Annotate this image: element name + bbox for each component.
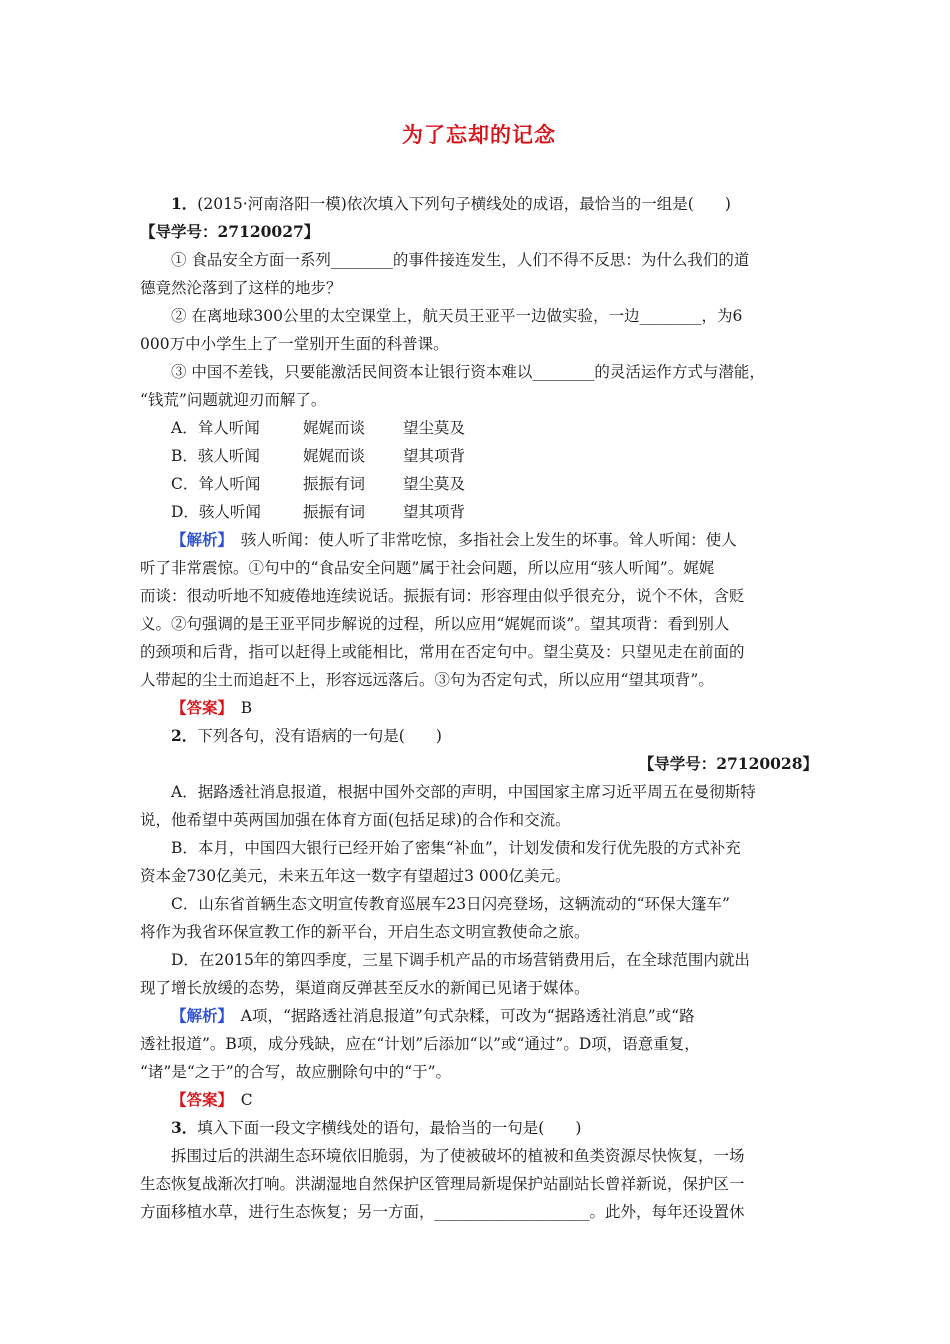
q1-stem: 1．(2015·河南洛阳一模)依次填入下列句子横线处的成语，最恰当的一组是( ) — [171, 194, 731, 213]
q3-passage-line: 拆围过后的洪湖生态环境依旧脆弱，为了使被破坏的植被和鱼类资源尽快恢复，一场 — [171, 1147, 745, 1165]
q1-sentence-2b: 000万中小学生上了一堂别开生面的科普课。 — [140, 335, 449, 353]
q3-stem: 3．填入下面一段文字横线处的语句，最恰当的一句是( ) — [171, 1118, 582, 1137]
q2-option-d-cont: 现了增长放缓的态势，渠道商反弹甚至反水的新闻已见诸于媒体。 — [140, 979, 590, 997]
q1-analysis-line: 人带起的尘土而追赶不上，形容远远落后。③句为否定句式，所以应用“望其项背”。 — [140, 671, 714, 689]
q1-option-a: A．耸人听闻 娓娓而谈 望尘莫及 — [171, 419, 466, 437]
answer-tag: 【答案】 — [171, 698, 226, 717]
page-title: 为了忘却的记念 — [402, 122, 556, 147]
q1-sentence-1b: 德竟然沦落到了这样的地步？ — [140, 279, 342, 297]
q2-option-b: B．本月，中国四大银行已经开始了密集“补血”，计划发债和发行优先股的方式补充 — [171, 839, 741, 857]
q1-analysis-line: 义。②句强调的是王亚平同步解说的过程，所以应用“娓娓而谈”。望其项背：看到别人 — [140, 615, 730, 633]
q2-number: 2． — [171, 726, 198, 745]
q2-option-b-cont: 资本金730亿美元，未来五年这一数字有望超过3 000亿美元。 — [140, 867, 571, 885]
q3-passage-line: 方面移植水草，进行生态恢复；另一方面，____________________。此外，每年还设置休 — [140, 1203, 745, 1221]
q1-sentence-3b: “钱荒”问题就迎刃而解了。 — [140, 391, 327, 409]
q2-analysis-line: 透社报道”。B项，成分残缺，应在“计划”后添加“以”或“通过”。D项，语意重复， — [140, 1035, 700, 1053]
q1-analysis-line: 的颈项和后背，指可以赶得上或能相比，常用在否定句中。望尘莫及：只望见走在前面的 — [140, 643, 745, 661]
q1-analysis-line: 而谈：很动听地不知疲倦地连续说话。振振有词：形容理由似乎很充分，说个不休，含贬 — [140, 587, 745, 605]
q2-stem: 2．下列各句，没有语病的一句是( ) — [171, 726, 442, 745]
q2-answer: 【答案】 C — [171, 1090, 253, 1109]
answer-tag: 【答案】 — [171, 1090, 226, 1109]
analysis-tag: 【解析】 — [171, 1006, 226, 1025]
q1-number: 1． — [171, 194, 198, 213]
q2-guide-number: 【导学号：27120028】 — [638, 754, 818, 773]
q2-option-a: A．据路透社消息报道，根据中国外交部的声明，中国国家主席习近平周五在曼彻斯特 — [171, 783, 756, 801]
q1-sentence-3a: ③ 中国不差钱，只要能激活民间资本让银行资本难以________的灵活运作方式与潜能， — [171, 363, 765, 381]
q2-option-a-cont: 说，他希望中英两国加强在体育方面(包括足球)的合作和交流。 — [140, 811, 571, 829]
q2-option-c-cont: 将作为我省环保宣教工作的新平台，开启生态文明宣教使命之旅。 — [140, 923, 590, 941]
q3-passage-line: 生态恢复战渐次打响。洪湖湿地自然保护区管理局新堤保护站副站长曾祥新说，保护区一 — [140, 1175, 745, 1193]
q1-option-b: B．骇人听闻 娓娓而谈 望其项背 — [171, 447, 466, 465]
q1-analysis-line: 听了非常震惊。①句中的“食品安全问题”属于社会问题，所以应用“骇人听闻”。娓娓 — [140, 559, 715, 577]
q2-option-d: D．在2015年的第四季度，三星下调手机产品的市场营销费用后，在全球范围内就出 — [171, 951, 750, 969]
q1-option-c: C．耸人听闻 振振有词 望尘莫及 — [171, 475, 466, 493]
q1-guide-number: 【导学号：27120027】 — [140, 222, 320, 241]
q2-option-c: C．山东省首辆生态文明宣传教育巡展车23日闪亮登场，这辆流动的“环保大篷车” — [171, 895, 730, 913]
q1-sentence-1a: ① 食品安全方面一系列________的事件接连发生，人们不得不反思：为什么我们的道 — [171, 251, 750, 269]
q2-analysis: 【解析】 A项，“据路透社消息报道”句式杂糅，可改为“据路透社消息”或“路 — [171, 1006, 695, 1025]
q1-sentence-2a: ② 在离地球300公里的太空课堂上，航天员王亚平一边做实验，一边________，为6 — [171, 307, 743, 325]
q1-option-d: D．骇人听闻 振振有词 望其项背 — [171, 503, 466, 521]
analysis-tag: 【解析】 — [171, 530, 226, 549]
q2-analysis-line: “诸”是“之于”的合写，故应删除句中的“于”。 — [140, 1063, 452, 1081]
q1-analysis: 【解析】 骇人听闻：使人听了非常吃惊，多指社会上发生的坏事。耸人听闻：使人 — [171, 530, 737, 549]
q3-number: 3． — [171, 1118, 198, 1137]
q1-answer: 【答案】 B — [171, 698, 253, 717]
